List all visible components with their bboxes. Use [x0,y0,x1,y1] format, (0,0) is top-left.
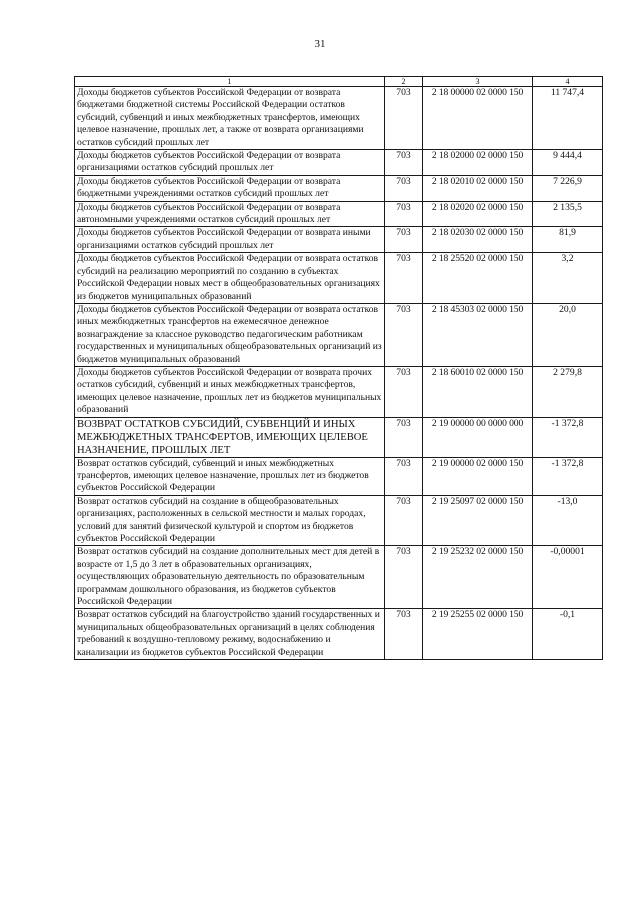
table-row [75,175,603,201]
row-admin-code-cell: 703 [385,457,423,495]
row-classification-code-cell: 2 18 02000 02 0000 150 [423,150,533,176]
row-classification-code-cell: 2 18 02030 02 0000 150 [423,227,533,253]
row-classification-code-cell: 2 18 60010 02 0000 150 [423,366,533,417]
row-classification-code-cell: 2 19 25232 02 0000 150 [423,546,533,609]
row-amount-cell: 7 226,9 [533,175,603,201]
row-admin-code-cell: 703 [385,87,423,150]
row-amount-cell: 2 279,8 [533,366,603,417]
row-name-cell: ВОЗВРАТ ОСТАТКОВ СУБСИДИЙ, СУБВЕНЦИЙ И ИНЫХ МЕЖБЮДЖЕТНЫХ ТРАНСФЕРТОВ, ИМЕЮЩИХ ЦЕЛЕВОЕ НАЗНАЧЕНИЕ, ПРОШЛЫХ ЛЕТ [75,417,385,457]
row-amount-cell: -0,00001 [533,546,603,609]
table-row [75,546,603,609]
row-amount-cell: 9 444,4 [533,150,603,176]
row-admin-code-cell: 703 [385,150,423,176]
table-row [75,457,603,495]
row-classification-code-cell: 2 19 00000 02 0000 150 [423,457,533,495]
table-row [75,150,603,176]
row-name-cell: Доходы бюджетов субъектов Российской Федерации от возврата бюджетными учреждениями остатков субсидий прошлых лет [75,175,385,201]
row-admin-code-cell: 703 [385,546,423,609]
row-admin-code-cell: 703 [385,201,423,227]
table-row [75,227,603,253]
table-row [75,87,603,150]
row-classification-code-cell: 2 19 25097 02 0000 150 [423,495,533,546]
row-name-cell: Доходы бюджетов субъектов Российской Федерации от возврата организациями остатков субсидий прошлых лет [75,150,385,176]
row-name-cell: Возврат остатков субсидий, субвенций и иных межбюджетных трансфертов, имеющих целевое назначение, прошлых лет из бюджетов субъектов Российской Федерации [75,457,385,495]
table-row [75,303,603,366]
table-row-section-heading [75,417,603,457]
row-name-cell: Доходы бюджетов субъектов Российской Федерации от возврата прочих остатков субсидий, субвенций и иных межбюджетных трансфертов, имеющих целевое назначение, прошлых лет из бюджетов муниципальных образований [75,366,385,417]
row-amount-cell: 11 747,4 [533,87,603,150]
table-row [75,366,603,417]
row-classification-code-cell: 2 18 45303 02 0000 150 [423,303,533,366]
row-amount-cell: -13,0 [533,495,603,546]
row-admin-code-cell: 703 [385,175,423,201]
row-classification-code-cell: 2 18 25520 02 0000 150 [423,253,533,304]
row-name-cell: Возврат остатков субсидий на создание в общеобразовательных организациях, расположенных в сельской местности и малых городах, условий для занятий физической культурой и спортом из бюджетов субъектов Российской Федерации [75,495,385,546]
row-name-cell: Доходы бюджетов субъектов Российской Федерации от возврата остатков иных межбюджетных трансфертов на ежемесячное денежное вознаграждение за классное руководство педагогическим работникам государственных и муниципальных общеобразовательных организаций из бюджетов муниципальных образований [75,303,385,366]
row-amount-cell: 3,2 [533,253,603,304]
row-amount-cell: -0,1 [533,609,603,660]
row-classification-code-cell: 2 19 00000 00 0000 000 [423,417,533,457]
row-admin-code-cell: 703 [385,366,423,417]
row-admin-code-cell: 703 [385,227,423,253]
row-classification-code-cell: 2 18 02020 02 0000 150 [423,201,533,227]
row-amount-cell: -1 372,8 [533,457,603,495]
table-header-row [75,77,603,87]
row-classification-code-cell: 2 18 02010 02 0000 150 [423,175,533,201]
page-number: 31 [314,38,326,50]
row-admin-code-cell: 703 [385,303,423,366]
row-admin-code-cell: 703 [385,609,423,660]
row-name-cell: Возврат остатков субсидий на благоустройство зданий государственных и муниципальных общеобразовательных организаций в целях соблюдения требований к воздушно-тепловому режиму, водоснабжению и канализации из бюджетов субъектов Российской Федерации [75,609,385,660]
column-header-2: 2 [385,77,423,87]
table-row [75,495,603,546]
row-amount-cell: 81,9 [533,227,603,253]
row-name-cell: Доходы бюджетов субъектов Российской Федерации от возврата остатков субсидий на реализацию мероприятий по созданию в субъектах Российской Федерации новых мест в общеобразовательных организациях из бюджетов муниципальных образований [75,253,385,304]
row-name-cell: Доходы бюджетов субъектов Российской Федерации от возврата бюджетами бюджетной системы Российской Федерации остатков субсидий, субвенций и иных межбюджетных трансфертов, имеющих целевое назначение, прошлых лет, а также от возврата организациями остатков субсидий прошлых лет [75,87,385,150]
column-header-4: 4 [533,77,603,87]
row-amount-cell: 2 135,5 [533,201,603,227]
table-row [75,253,603,304]
row-amount-cell: 20,0 [533,303,603,366]
row-amount-cell: -1 372,8 [533,417,603,457]
row-admin-code-cell: 703 [385,417,423,457]
column-header-3: 3 [423,77,533,87]
row-classification-code-cell: 2 19 25255 02 0000 150 [423,609,533,660]
column-header-1: 1 [75,77,385,87]
row-name-cell: Возврат остатков субсидий на создание дополнительных мест для детей в возрасте от 1,5 до 3 лет в образовательных организациях, осуществляющих образовательную деятельность по образовательным программам дошкольного образования, из бюджетов субъектов Российской Федерации [75,546,385,609]
table-row [75,201,603,227]
budget-revenue-table [74,76,603,660]
row-admin-code-cell: 703 [385,253,423,304]
row-name-cell: Доходы бюджетов субъектов Российской Федерации от возврата иными организациями остатков субсидий прошлых лет [75,227,385,253]
row-name-cell: Доходы бюджетов субъектов Российской Федерации от возврата автономными учреждениями остатков субсидий прошлых лет [75,201,385,227]
table-row [75,609,603,660]
row-classification-code-cell: 2 18 00000 02 0000 150 [423,87,533,150]
row-admin-code-cell: 703 [385,495,423,546]
